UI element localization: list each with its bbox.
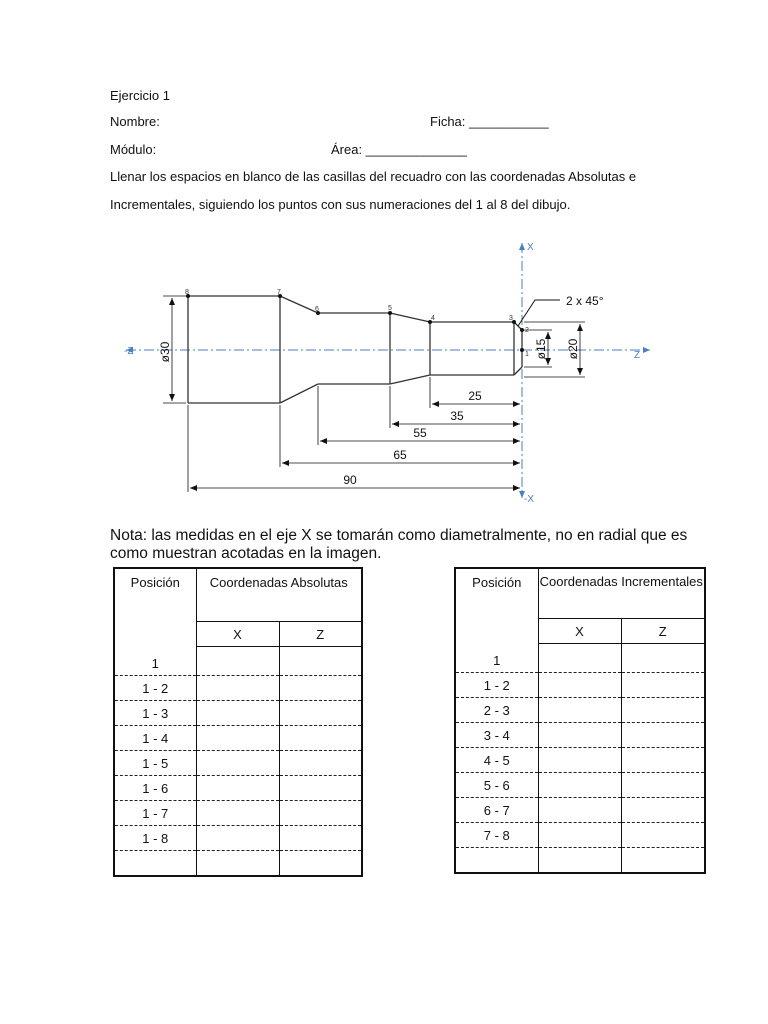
position-cell: 1 - 2	[114, 676, 196, 701]
instructions-line-1: Llenar los espacios en blanco de las casillas del recuadro con las coordenadas Absolutas e	[110, 169, 637, 184]
x-cell[interactable]	[538, 723, 621, 748]
position-header: Posición	[455, 568, 538, 644]
chamfer-label: 2 x 45°	[566, 294, 604, 308]
z-cell[interactable]	[279, 651, 362, 676]
position-cell: 1 - 7	[114, 801, 196, 826]
svg-text:4: 4	[431, 315, 435, 322]
z-cell[interactable]	[621, 773, 705, 798]
dim-55-label: 55	[413, 426, 427, 440]
z-header: Z	[279, 622, 362, 647]
z-cell[interactable]	[279, 751, 362, 776]
position-cell: 6 - 7	[455, 798, 538, 823]
position-cell: 2 - 3	[455, 698, 538, 723]
z-cell[interactable]	[621, 673, 705, 698]
z-cell[interactable]	[621, 648, 705, 673]
position-cell: 1 - 2	[455, 673, 538, 698]
x-cell[interactable]	[538, 773, 621, 798]
z-cell[interactable]	[621, 748, 705, 773]
absolute-coordinates-table	[113, 567, 363, 877]
position-cell: 1 - 8	[114, 826, 196, 851]
x-header: X	[196, 622, 279, 647]
axis-neg-z-label: -Z	[124, 346, 134, 357]
z-cell[interactable]	[621, 823, 705, 848]
position-cell: 1 - 4	[114, 726, 196, 751]
lathe-part-drawing	[110, 235, 670, 510]
svg-text:5: 5	[388, 305, 392, 312]
x-cell[interactable]	[196, 726, 279, 751]
x-header: X	[538, 619, 621, 644]
x-cell[interactable]	[196, 751, 279, 776]
x-cell[interactable]	[538, 648, 621, 673]
note-text: Nota: las medidas en el eje X se tomarán como diametralmente, no en radial que es como muestran acotadas en la imagen.	[110, 527, 688, 562]
position-cell: 1 - 5	[114, 751, 196, 776]
x-cell[interactable]	[538, 698, 621, 723]
z-cell[interactable]	[621, 698, 705, 723]
z-header: Z	[621, 619, 705, 644]
dim-65-label: 65	[393, 448, 407, 462]
coords-header: Coordenadas Incrementales	[538, 568, 705, 619]
x-cell[interactable]	[538, 673, 621, 698]
extension-lines	[188, 377, 430, 492]
position-cell: 4 - 5	[455, 748, 538, 773]
svg-text:8: 8	[185, 289, 189, 296]
z-cell[interactable]	[279, 801, 362, 826]
z-cell[interactable]	[621, 848, 705, 874]
name-label: Nombre:	[110, 114, 160, 129]
z-cell[interactable]	[279, 776, 362, 801]
dia20-label: ø20	[566, 338, 580, 360]
x-cell[interactable]	[196, 776, 279, 801]
dia30-label: ø30	[158, 341, 172, 363]
svg-text:3: 3	[509, 315, 513, 322]
z-cell[interactable]	[279, 826, 362, 851]
svg-text:6: 6	[315, 306, 319, 313]
position-cell: 1	[114, 651, 196, 676]
ficha-label: Ficha: ___________	[430, 114, 549, 129]
z-cell[interactable]	[279, 701, 362, 726]
axis-x-label: X	[527, 242, 534, 253]
x-cell[interactable]	[538, 823, 621, 848]
point-numbers	[185, 289, 529, 358]
x-cell[interactable]	[196, 826, 279, 851]
position-cell: 1	[455, 648, 538, 673]
dia15-label: ø15	[534, 338, 548, 360]
z-cell[interactable]	[279, 676, 362, 701]
z-cell[interactable]	[279, 851, 362, 877]
x-cell[interactable]	[196, 851, 279, 877]
x-cell[interactable]	[538, 798, 621, 823]
position-cell: 5 - 6	[455, 773, 538, 798]
z-cell[interactable]	[621, 723, 705, 748]
coords-header: Coordenadas Absolutas	[196, 568, 362, 622]
svg-text:7: 7	[277, 289, 281, 296]
module-label: Módulo:	[110, 142, 157, 157]
svg-text:2: 2	[525, 327, 529, 334]
z-cell[interactable]	[279, 726, 362, 751]
position-cell: 1 - 3	[114, 701, 196, 726]
dim-90-label: 90	[343, 473, 357, 487]
exercise-title: Ejercicio 1	[110, 88, 170, 103]
position-cell: 1 - 6	[114, 776, 196, 801]
axis-z-label: Z	[634, 350, 641, 361]
instructions-line-2: Incrementales, siguiendo los puntos con sus numeraciones del 1 al 8 del dibujo.	[110, 197, 571, 212]
x-cell[interactable]	[196, 676, 279, 701]
area-label: Área: ______________	[331, 142, 467, 157]
x-cell[interactable]	[196, 701, 279, 726]
position-cell: 3 - 4	[455, 723, 538, 748]
point-markers	[186, 294, 524, 352]
x-cell[interactable]	[538, 848, 621, 874]
axis-neg-x-label: -X	[524, 494, 534, 505]
dim-35-label: 35	[450, 409, 464, 423]
svg-text:1: 1	[525, 351, 529, 358]
incremental-coordinates-table	[454, 567, 706, 874]
position-header: Posición	[114, 568, 196, 647]
x-cell[interactable]	[196, 651, 279, 676]
x-cell[interactable]	[538, 748, 621, 773]
z-cell[interactable]	[621, 798, 705, 823]
position-cell: 7 - 8	[455, 823, 538, 848]
x-cell[interactable]	[196, 801, 279, 826]
dim-25-label: 25	[468, 389, 482, 403]
